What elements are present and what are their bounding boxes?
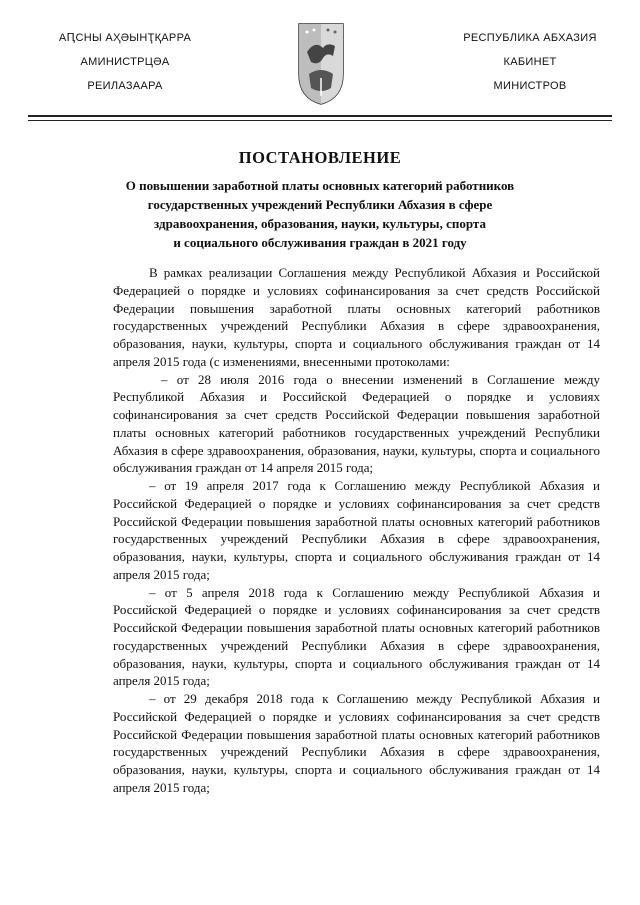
header-right-block bbox=[440, 26, 620, 98]
coat-of-arms-emblem bbox=[297, 22, 345, 106]
subtitle-line: здравоохранения, образования, науки, культуры, спорта bbox=[154, 216, 486, 231]
header-right-line: РЕСПУБЛИКА АБХАЗИЯ bbox=[463, 32, 597, 44]
header-divider-thin bbox=[28, 120, 612, 121]
subtitle-line: и социального обслуживания граждан в 2021 году bbox=[173, 235, 467, 250]
document-body bbox=[113, 264, 600, 797]
subtitle-line: государственных учреждений Республики Абхазия в сфере bbox=[147, 197, 493, 212]
body-paragraph: – от 29 декабря 2018 года к Соглашению между Республикой Абхазия и Российской Федерацией о порядке и условиях софинансирования за счет средств Российской Федерации повышения заработной платы основных категорий работников государственных учреждений Республики Абхазия в сфере здравоохранения, образования, науки, культуры, спорта и социального обслуживания граждан от 14 апреля 2015 года; bbox=[113, 691, 600, 795]
body-paragraph: – от 19 апреля 2017 года к Соглашению между Республикой Абхазия и Российской Федерацией о порядке и условиях софинансирования за счет средств Российской Федерации повышения заработной платы основных категорий работников государственных учреждений Республики Абхазия в сфере здравоохранения, образования, науки, культуры, спорта и социального обслуживания граждан от 14 апреля 2015 года; bbox=[113, 478, 600, 582]
header-left-block bbox=[40, 26, 210, 98]
body-paragraph: – от 5 апреля 2018 года к Соглашению между Республикой Абхазия и Российской Федерацией о порядке и условиях софинансирования за счет средств Российской Федерации повышения заработной платы основных категорий работников государственных учреждений Республики Абхазия в сфере здравоохранения, образования, науки, культуры, спорта и социального обслуживания граждан от 14 апреля 2015 года; bbox=[113, 584, 600, 689]
header-right-line: МИНИСТРОВ bbox=[493, 80, 567, 92]
subtitle-line: О повышении заработной платы основных категорий работников bbox=[125, 178, 515, 193]
body-paragraph: – от 28 июля 2016 года о внесении изменений в Соглашение между Республикой Абхазия и Российской Федерацией о порядке и условиях софинансирования за счет средств Российской Федерации повышения заработной платы основных категорий работников государственных учреждений Республики Абхазия в сфере здравоохранения, образования, науки, культуры, спорта и социального обслуживания граждан от 14 апреля 2015 года; bbox=[113, 371, 600, 476]
header-left-line: АԤСНЫ АҲӘЫНҬҚАРРА bbox=[58, 32, 192, 44]
body-paragraph: В рамках реализации Соглашения между Республикой Абхазия и Российской Федерацией о порядке и условиях софинансирования за счет средств Российской Федерации повышения заработной платы основных категорий работников государственных учреждений Республики Абхазия в сфере здравоохранения, образования, науки, культуры, спорта и социального обслуживания граждан от 14 апреля 2015 года (с изменениями, внесенными протоколами: bbox=[113, 265, 600, 369]
header-divider-thick bbox=[28, 115, 612, 117]
header-right-line: КАБИНЕТ bbox=[503, 56, 557, 68]
header-left-line: РЕИЛАЗААРА bbox=[87, 80, 163, 92]
document-subtitle bbox=[100, 176, 540, 252]
document-title: ПОСТАНОВЛЕНИЕ bbox=[238, 148, 402, 167]
header-left-line: АМИНИСТРЦӘА bbox=[80, 56, 170, 68]
